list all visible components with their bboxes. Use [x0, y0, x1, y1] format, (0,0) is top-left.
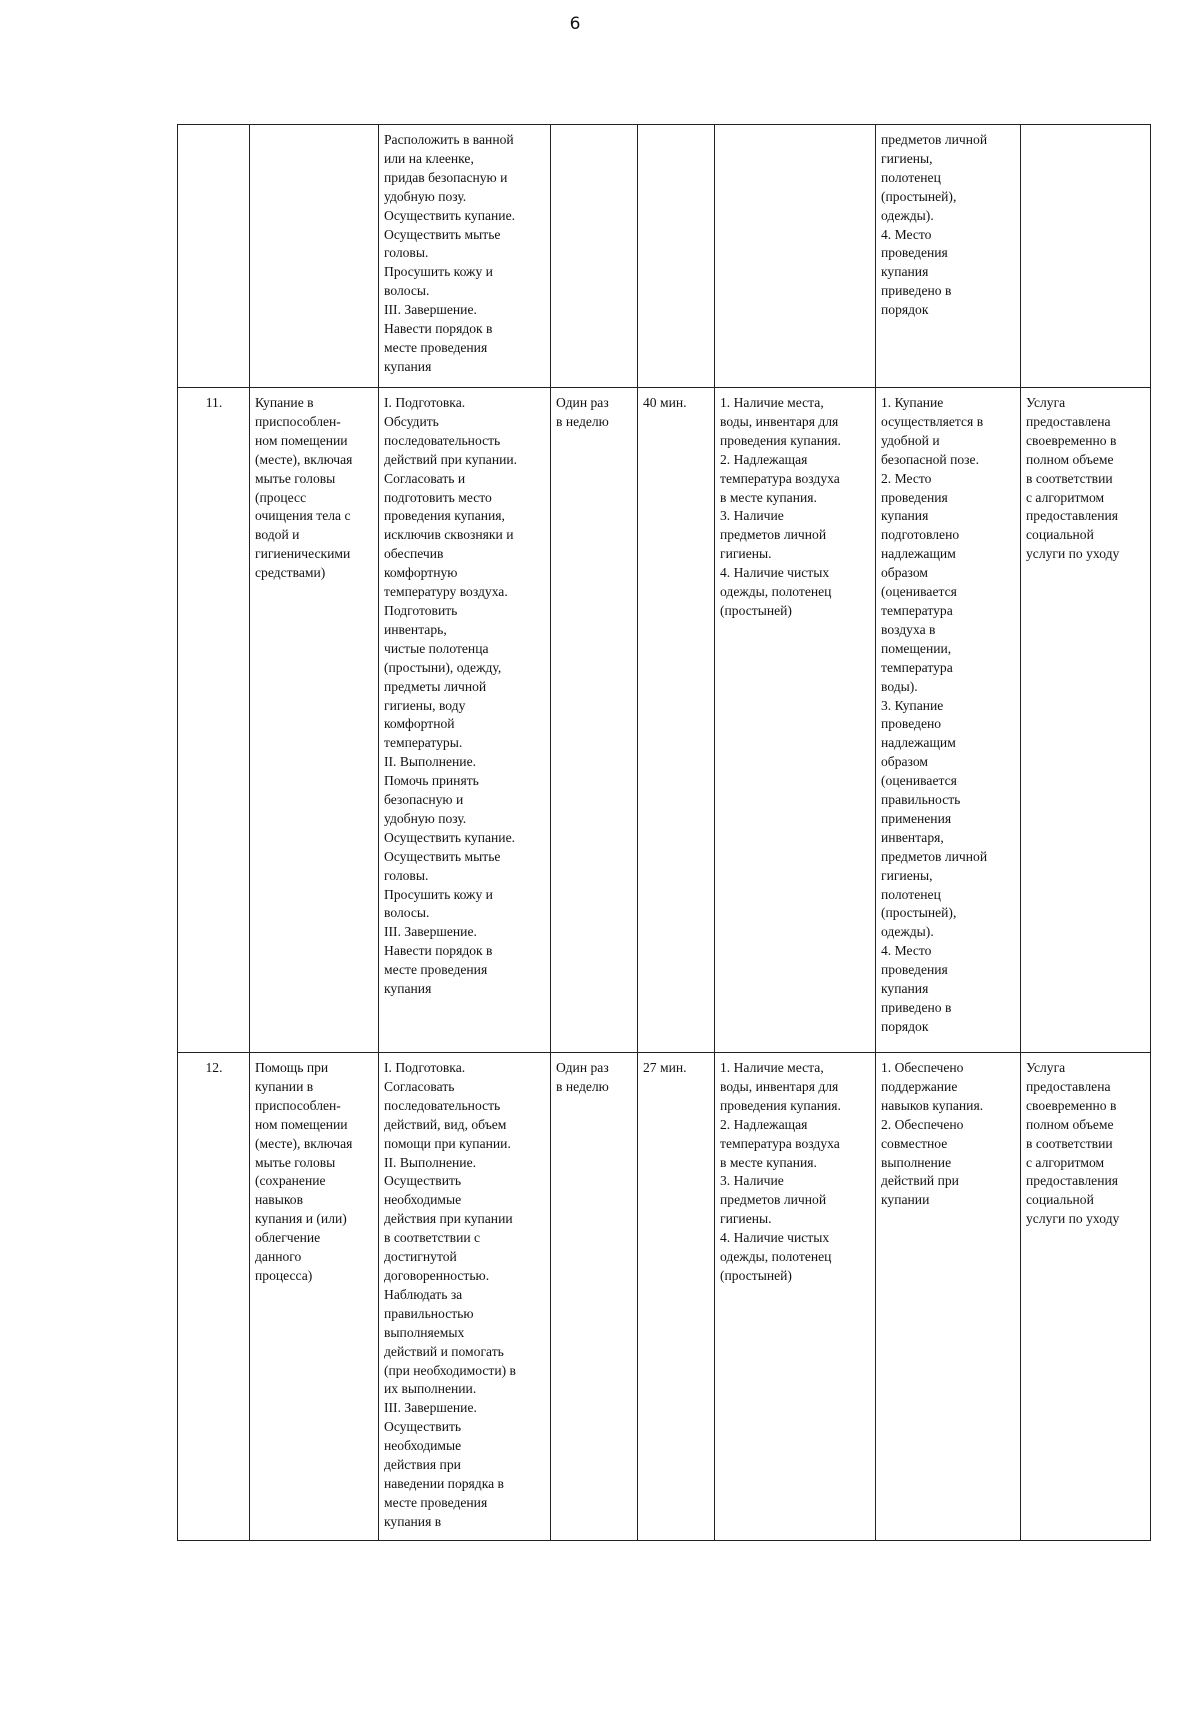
- quality-indicators: [876, 125, 1021, 388]
- cell-line: поддержание: [881, 1078, 958, 1094]
- cell-line: воздуха в: [881, 621, 936, 637]
- cell-line: одежды).: [881, 207, 934, 223]
- cell-line: одежды, полотенец: [720, 584, 832, 600]
- cell-line: в соответствии: [1026, 470, 1113, 486]
- cell-line: в неделю: [556, 1078, 609, 1094]
- cell-line: предоставлена: [1026, 1078, 1111, 1094]
- cell-line: гигиены,: [881, 867, 933, 883]
- cell-line: порядок: [881, 1018, 929, 1034]
- cell-line: предоставлена: [1026, 413, 1111, 429]
- cell-line: инвентаря,: [881, 829, 944, 845]
- cell-line: в соответствии: [1026, 1135, 1113, 1151]
- cell-line: 4. Место: [881, 226, 932, 242]
- cell-line: купания: [384, 358, 432, 374]
- cell-line: их выполнении.: [384, 1381, 477, 1397]
- cell-line: купании в: [255, 1078, 314, 1094]
- service-actions: [379, 388, 551, 1053]
- cell-line: полном объеме: [1026, 451, 1114, 467]
- cell-line: месте проведения: [384, 339, 488, 355]
- cell-line: действия при: [384, 1457, 461, 1473]
- cell-line: безопасной позе.: [881, 451, 979, 467]
- cell-line: купания: [881, 264, 929, 280]
- cell-line: воды, инвентаря для: [720, 413, 839, 429]
- cell-line: купания: [384, 981, 432, 997]
- cell-line: (простыней),: [881, 905, 957, 921]
- cell-line: 2. Место: [881, 470, 932, 486]
- cell-line: проведения купания.: [720, 432, 841, 448]
- cell-line: удобной и: [881, 432, 940, 448]
- cell-line: выполнение: [881, 1154, 952, 1170]
- cell-line: проведения: [881, 489, 948, 505]
- cell-line: проведения купания,: [384, 508, 505, 524]
- cell-line: (месте), включая: [255, 1135, 353, 1151]
- cell-line: 2. Обеспечено: [881, 1116, 964, 1132]
- cell-line: услуги по уходу: [1026, 1211, 1120, 1227]
- cell-line: или на клеенке,: [384, 150, 474, 166]
- table-row: [178, 388, 1151, 1053]
- cell-line: III. Завершение.: [384, 924, 477, 940]
- cell-line: действий при купании.: [384, 451, 518, 467]
- cell-line: 1. Наличие места,: [720, 395, 824, 410]
- cell-line: предметов личной: [881, 132, 988, 147]
- cell-line: действий и помогать: [384, 1343, 504, 1359]
- cell-line: Обсудить: [384, 413, 439, 429]
- cell-line: своевременно в: [1026, 1097, 1117, 1113]
- cell-line: осуществляется в: [881, 413, 984, 429]
- cell-line: договоренностью.: [384, 1267, 490, 1283]
- cell-line: в месте купания.: [720, 1154, 817, 1170]
- cell-line: мытье головы: [255, 1154, 336, 1170]
- cell-line: полном объеме: [1026, 1116, 1114, 1132]
- service-duration: 27 мин.: [638, 1053, 715, 1541]
- cell-line: своевременно в: [1026, 432, 1117, 448]
- cell-line: последовательность: [384, 432, 501, 448]
- cell-line: последовательность: [384, 1097, 501, 1113]
- quality-indicators: [876, 1053, 1021, 1541]
- cell-line: правильность: [881, 792, 961, 808]
- service-result: [1021, 125, 1151, 388]
- cell-line: предметов личной: [720, 527, 827, 543]
- cell-line: навыков: [255, 1192, 303, 1208]
- cell-line: Осуществить: [384, 1419, 462, 1435]
- cell-line: данного: [255, 1249, 302, 1265]
- cell-line: выполняемых: [384, 1324, 465, 1340]
- cell-line: образом: [881, 565, 928, 581]
- cell-line: предметов личной: [881, 848, 988, 864]
- service-actions: [379, 125, 551, 388]
- cell-line: Осуществить: [384, 1173, 462, 1189]
- service-table: [177, 124, 1151, 1541]
- cell-line: I. Подготовка.: [384, 1060, 466, 1075]
- cell-line: Согласовать и: [384, 470, 466, 486]
- cell-line: услуги по уходу: [1026, 546, 1120, 562]
- cell-line: гигиеническими: [255, 546, 351, 562]
- cell-line: приведено в: [881, 283, 952, 299]
- cell-line: температура: [881, 659, 953, 675]
- cell-line: приспособлен-: [255, 1097, 341, 1113]
- cell-line: Услуга: [1026, 395, 1066, 410]
- cell-line: II. Выполнение.: [384, 754, 477, 770]
- cell-line: Навести порядок в: [384, 321, 493, 337]
- service-name: [250, 388, 379, 1053]
- cell-line: головы.: [384, 245, 429, 261]
- table-row: [178, 125, 1151, 388]
- cell-line: Помочь принять: [384, 773, 479, 789]
- service-name: [250, 125, 379, 388]
- cell-line: 3. Купание: [881, 697, 944, 713]
- service-result: [1021, 1053, 1151, 1541]
- cell-line: 1. Наличие места,: [720, 1060, 824, 1075]
- cell-line: проведения: [881, 962, 948, 978]
- cell-line: действий при: [881, 1173, 959, 1189]
- cell-line: средствами): [255, 565, 326, 581]
- cell-line: 1. Купание: [881, 395, 944, 410]
- cell-line: с алгоритмом: [1026, 489, 1105, 505]
- cell-line: Один раз: [556, 1060, 609, 1075]
- cell-line: приспособлен-: [255, 413, 341, 429]
- cell-line: очищения тела с: [255, 508, 351, 524]
- cell-line: надлежащим: [881, 546, 956, 562]
- cell-line: II. Выполнение.: [384, 1154, 477, 1170]
- cell-line: одежды, полотенец: [720, 1249, 832, 1265]
- cell-line: месте проведения: [384, 962, 488, 978]
- cell-line: III. Завершение.: [384, 1400, 477, 1416]
- cell-line: гигиены, воду: [384, 697, 466, 713]
- cell-line: воды, инвентаря для: [720, 1078, 839, 1094]
- cell-line: воды).: [881, 678, 918, 694]
- service-result: [1021, 388, 1151, 1053]
- cell-line: 2. Надлежащая: [720, 1116, 808, 1132]
- cell-line: Купание в: [255, 395, 314, 410]
- cell-line: (оценивается: [881, 584, 957, 600]
- service-conditions: [715, 1053, 876, 1541]
- cell-line: удобную позу.: [384, 188, 467, 204]
- cell-line: проведения купания.: [720, 1097, 841, 1113]
- cell-line: (месте), включая: [255, 451, 353, 467]
- cell-line: наведении порядка в: [384, 1475, 504, 1491]
- cell-line: температура воздуха: [720, 1135, 840, 1151]
- cell-line: порядок: [881, 302, 929, 318]
- cell-line: купания в: [384, 1513, 442, 1529]
- cell-line: обеспечив: [384, 546, 444, 562]
- cell-line: 3. Наличие: [720, 508, 784, 524]
- cell-line: исключив сквозняки и: [384, 527, 514, 543]
- cell-line: (простыней): [720, 1267, 792, 1283]
- cell-line: 3. Наличие: [720, 1173, 784, 1189]
- cell-line: 2. Надлежащая: [720, 451, 808, 467]
- cell-line: комфортную: [384, 565, 458, 581]
- cell-line: водой и: [255, 527, 300, 543]
- cell-line: в месте купания.: [720, 489, 817, 505]
- cell-line: Наблюдать за: [384, 1286, 463, 1302]
- cell-line: надлежащим: [881, 735, 956, 751]
- cell-line: необходимые: [384, 1438, 462, 1454]
- cell-line: предметы личной: [384, 678, 487, 694]
- service-conditions: [715, 388, 876, 1053]
- cell-line: 4. Место: [881, 943, 932, 959]
- cell-line: инвентарь,: [384, 621, 447, 637]
- cell-line: совместное: [881, 1135, 948, 1151]
- cell-line: гигиены.: [720, 1211, 772, 1227]
- service-actions: [379, 1053, 551, 1541]
- cell-line: Расположить в ванной: [384, 132, 514, 147]
- cell-line: процесса): [255, 1267, 313, 1283]
- cell-line: (при необходимости) в: [384, 1362, 516, 1378]
- cell-line: удобную позу.: [384, 810, 467, 826]
- cell-line: (простыней): [720, 602, 792, 618]
- cell-line: ном помещении: [255, 432, 348, 448]
- cell-line: Помощь при: [255, 1060, 329, 1075]
- cell-line: приведено в: [881, 1000, 952, 1015]
- cell-line: помощи при купании.: [384, 1135, 511, 1151]
- cell-line: Подготовить: [384, 602, 458, 618]
- service-frequency: [551, 125, 638, 388]
- cell-line: температуры.: [384, 735, 463, 751]
- service-frequency: [551, 1053, 638, 1541]
- cell-line: купания: [881, 508, 929, 524]
- cell-line: температура воздуха: [720, 470, 840, 486]
- cell-line: навыков купания.: [881, 1097, 984, 1113]
- cell-line: (процесс: [255, 489, 307, 505]
- cell-line: облегчение: [255, 1230, 321, 1246]
- cell-line: помещении,: [881, 640, 952, 656]
- table-row: [178, 1053, 1151, 1541]
- cell-line: предоставления: [1026, 508, 1119, 524]
- cell-line: температуру воздуха.: [384, 584, 508, 600]
- cell-line: чистые полотенца: [384, 640, 489, 656]
- cell-line: подготовлено: [881, 527, 960, 543]
- cell-line: Осуществить купание.: [384, 829, 516, 845]
- cell-line: правильностью: [384, 1305, 474, 1321]
- cell-line: Просушить кожу и: [384, 886, 493, 902]
- cell-line: подготовить место: [384, 489, 492, 505]
- cell-line: Осуществить мытье: [384, 848, 501, 864]
- cell-line: волосы.: [384, 283, 430, 299]
- cell-line: Услуга: [1026, 1060, 1066, 1075]
- cell-line: (сохранение: [255, 1173, 326, 1189]
- cell-line: месте проведения: [384, 1494, 488, 1510]
- cell-line: Навести порядок в: [384, 943, 493, 959]
- service-name: [250, 1053, 379, 1541]
- cell-line: действий, вид, объем: [384, 1116, 507, 1132]
- cell-line: купания и (или): [255, 1211, 347, 1227]
- cell-line: образом: [881, 754, 928, 770]
- cell-line: применения: [881, 810, 952, 826]
- service-duration: 40 мин.: [638, 388, 715, 1053]
- cell-line: I. Подготовка.: [384, 395, 466, 410]
- cell-line: социальной: [1026, 1192, 1094, 1208]
- quality-indicators: [876, 388, 1021, 1053]
- cell-line: гигиены,: [881, 150, 933, 166]
- cell-line: в соответствии с: [384, 1230, 481, 1246]
- cell-line: с алгоритмом: [1026, 1154, 1105, 1170]
- cell-line: полотенец: [881, 169, 941, 185]
- cell-line: мытье головы: [255, 470, 336, 486]
- cell-line: (простыни), одежду,: [384, 659, 502, 675]
- cell-line: достигнутой: [384, 1249, 457, 1265]
- cell-line: Один раз: [556, 395, 609, 410]
- cell-line: проведения: [881, 245, 948, 261]
- row-number: 11.: [178, 388, 250, 1053]
- cell-line: полотенец: [881, 886, 941, 902]
- cell-line: волосы.: [384, 905, 430, 921]
- cell-line: гигиены.: [720, 546, 772, 562]
- cell-line: безопасную и: [384, 792, 464, 808]
- page-number: 6: [569, 14, 581, 34]
- cell-line: в неделю: [556, 413, 609, 429]
- cell-line: придав безопасную и: [384, 169, 508, 185]
- cell-line: проведено: [881, 716, 942, 732]
- row-number: [178, 125, 250, 388]
- cell-line: температура: [881, 602, 953, 618]
- cell-line: комфортной: [384, 716, 455, 732]
- cell-line: (оценивается: [881, 773, 957, 789]
- cell-line: социальной: [1026, 527, 1094, 543]
- cell-line: III. Завершение.: [384, 302, 477, 318]
- cell-line: 4. Наличие чистых: [720, 1230, 830, 1246]
- cell-line: купании: [881, 1192, 930, 1208]
- cell-line: Осуществить мытье: [384, 226, 501, 242]
- cell-line: ном помещении: [255, 1116, 348, 1132]
- cell-line: (простыней),: [881, 188, 957, 204]
- cell-line: Согласовать: [384, 1078, 455, 1094]
- cell-line: 1. Обеспечено: [881, 1060, 964, 1075]
- cell-line: Осуществить купание.: [384, 207, 516, 223]
- cell-line: предметов личной: [720, 1192, 827, 1208]
- cell-line: 4. Наличие чистых: [720, 565, 830, 581]
- cell-line: головы.: [384, 867, 429, 883]
- row-number: 12.: [178, 1053, 250, 1541]
- cell-line: купания: [881, 981, 929, 997]
- cell-line: Просушить кожу и: [384, 264, 493, 280]
- cell-line: одежды).: [881, 924, 934, 940]
- service-conditions: [715, 125, 876, 388]
- cell-line: необходимые: [384, 1192, 462, 1208]
- cell-line: действия при купании: [384, 1211, 513, 1227]
- service-frequency: [551, 388, 638, 1053]
- service-duration: [638, 125, 715, 388]
- cell-line: предоставления: [1026, 1173, 1119, 1189]
